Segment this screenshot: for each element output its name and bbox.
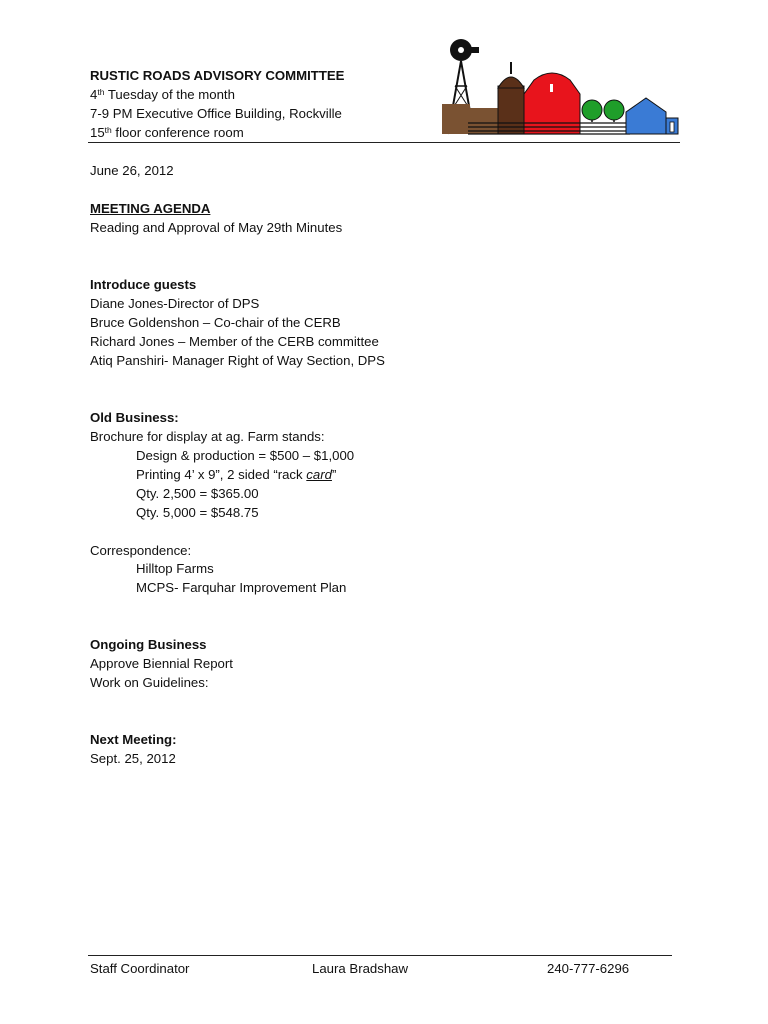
footer-phone: 240-777-6296: [547, 961, 630, 976]
meeting-schedule: [90, 85, 235, 104]
next-meeting-heading: Next Meeting:: [90, 732, 177, 747]
room-text: floor conference room: [111, 125, 244, 140]
ongoing-heading: Ongoing Business: [90, 637, 207, 652]
meeting-time-location: 7-9 PM Executive Office Building, Rockville: [90, 106, 342, 121]
design-cost: Design & production = $500 – $1,000: [136, 448, 355, 463]
old-business-heading: Old Business:: [90, 410, 179, 425]
qty-price: Qty. 2,500 = $365.00: [136, 486, 259, 501]
footer-name: Laura Bradshaw: [312, 961, 409, 976]
guests-heading: Introduce guests: [90, 277, 197, 292]
agenda-heading: MEETING AGENDA: [90, 201, 211, 216]
next-meeting-date: Sept. 25, 2012: [90, 751, 176, 766]
ongoing-item: Approve Biennial Report: [90, 656, 233, 671]
schedule-text: Tuesday of the month: [104, 87, 235, 102]
agenda-date: June 26, 2012: [90, 163, 174, 178]
brochure-item: Brochure for display at ag. Farm stands:: [90, 429, 325, 444]
printing-spec: [136, 465, 336, 484]
schedule-ordinal: th: [97, 87, 105, 97]
guest-item: Atiq Panshiri- Manager Right of Way Section, DPS: [90, 353, 385, 368]
correspondence-item: Hilltop Farms: [136, 561, 214, 576]
room-ordinal: th: [104, 125, 112, 135]
meeting-room: [90, 123, 244, 142]
qty-price: Qty. 5,000 = $548.75: [136, 505, 259, 520]
schedule-number: 4: [90, 87, 98, 102]
guest-item: Richard Jones – Member of the CERB committee: [90, 334, 379, 349]
printing-suffix: ”: [331, 467, 337, 482]
guest-item: Bruce Goldenshon – Co-chair of the CERB: [90, 315, 341, 330]
ongoing-item: Work on Guidelines:: [90, 675, 209, 690]
footer-divider: [88, 955, 672, 956]
correspondence-heading: Correspondence:: [90, 543, 192, 558]
farm-logo: [438, 36, 680, 140]
printing-word: card: [306, 467, 332, 482]
guest-item: Diane Jones-Director of DPS: [90, 296, 260, 311]
footer-role: Staff Coordinator: [90, 961, 190, 976]
correspondence-item: MCPS- Farquhar Improvement Plan: [136, 580, 347, 595]
header-divider: [88, 142, 680, 143]
room-number: 15: [90, 125, 105, 140]
printing-prefix: Printing 4’ x 9”, 2 sided “rack: [136, 467, 307, 482]
farm-logo-icon: [438, 36, 680, 140]
agenda-reading: Reading and Approval of May 29th Minutes: [90, 220, 343, 235]
committee-title: RUSTIC ROADS ADVISORY COMMITTEE: [90, 68, 345, 83]
